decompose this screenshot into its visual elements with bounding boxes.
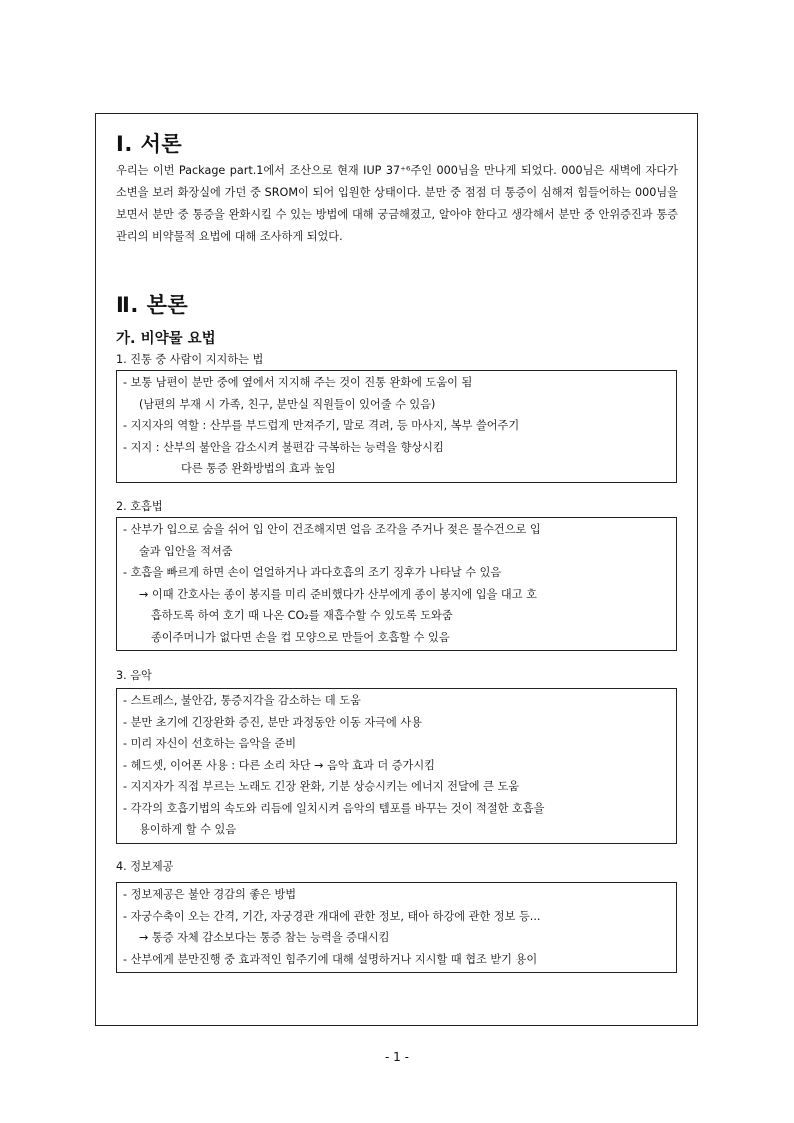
intro-heading: Ⅰ. 서론 [116, 132, 183, 156]
box-line: - 분만 초기에 긴장완화 증진, 분만 과정동안 이동 자극에 사용 [123, 715, 422, 729]
page-number: - 1 - [385, 1050, 409, 1064]
box-line: 종이주머니가 없다면 손을 컵 모양으로 만들어 호흡할 수 있음 [151, 630, 450, 644]
box-line: - 산부에게 분만진행 중 효과적인 힘주기에 대해 설명하거나 지시할 때 협조 받기 용이 [123, 952, 538, 966]
box-line: - 헤드셋, 이어폰 사용 : 다른 소리 차단 → 음악 효과 더 증가시킴 [123, 758, 435, 772]
section-box [116, 688, 677, 844]
box-line: - 자궁수축이 오는 간격, 기간, 자궁경관 개대에 관한 정보, 태아 하강에 관한 정보 등... [123, 909, 541, 923]
section-title: 1. 진통 중 사람이 지지하는 법 [116, 353, 264, 366]
box-line: - 각각의 호흡기법의 속도와 리듬에 일치시켜 음악의 템포를 바꾸는 것이 적절한 호흡을 [123, 801, 545, 815]
box-line: → 이때 간호사는 종이 봉지를 미리 준비했다가 산부에게 종이 봉지에 입을 대고 호 [139, 587, 537, 601]
section-box [116, 370, 677, 483]
section-title: 3. 음악 [116, 669, 152, 682]
intro-paragraph: 우리는 이번 Package part.1에서 조산으로 현재 IUP 37⁺⁶주인 000님을 만나게 되었다. 000님은 새벽에 자다가 소변을 보러 화장실에 가던 중 SROM이 되어 입원한 상태이다. 분만 중 점점 더 통증이 심해져 힘들어하는 000님을 보면서 분만 중 통증을 완화시킬 수 있는 방법에 대해 궁금해졌고, 알아야 한다고 생각해서 분만 중 안위증진과 통증관리의 비약물적 요법에 대해 조사하게 되었다. [116, 164, 678, 243]
body-subheading: 가. 비약물 요법 [116, 331, 216, 347]
box-line: - 스트레스, 불안감, 통증지각을 감소하는 데 도움 [123, 694, 361, 707]
box-line: 흡하도록 하여 호기 때 나온 CO₂를 재흡수할 수 있도록 도와줌 [151, 609, 453, 622]
box-line: → 통증 자체 감소보다는 통증 참는 능력을 증대시킴 [139, 931, 390, 944]
body-heading: Ⅱ. 본론 [116, 293, 189, 317]
box-line: - 지지자가 직접 부르는 노래도 긴장 완화, 기분 상승시키는 에너지 전달에 큰 도움 [123, 780, 520, 793]
box-line: - 보통 남편이 분만 중에 옆에서 지지해 주는 것이 진통 완화에 도움이 됨 [123, 376, 473, 389]
box-line: - 산부가 입으로 숨을 쉬어 입 안이 건조해지면 얼음 조각을 주거나 젖은 물수건으로 입 [123, 523, 541, 536]
section-title: 2. 호흡법 [116, 500, 163, 513]
box-line: 용이하게 할 수 있음 [139, 823, 237, 836]
box-line: - 지지 : 산부의 불안을 감소시켜 불편감 극복하는 능력을 향상시킴 [123, 440, 444, 454]
section-title: 4. 정보제공 [116, 860, 174, 873]
box-line: - 지지자의 역할 : 산부를 부드럽게 만져주기, 말로 격려, 등 마사지, 복부 쓸어주기 [123, 419, 520, 432]
section-box [116, 517, 677, 651]
box-line: 술과 입안을 적셔줌 [139, 544, 233, 558]
box-line: 다른 통증 완화방법의 효과 높임 [181, 462, 336, 475]
box-line: - 호흡을 빠르게 하면 손이 얼얼하거나 과다호흡의 조기 징후가 나타날 수 있음 [123, 566, 502, 579]
box-line: (남편의 부재 시 가족, 친구, 분만실 직원들이 있어줄 수 있음) [139, 397, 436, 411]
box-line: - 정보제공은 불안 경감의 좋은 방법 [123, 888, 297, 901]
box-line: - 미리 자신이 선호하는 음악을 준비 [123, 737, 297, 750]
section-box [116, 882, 677, 973]
